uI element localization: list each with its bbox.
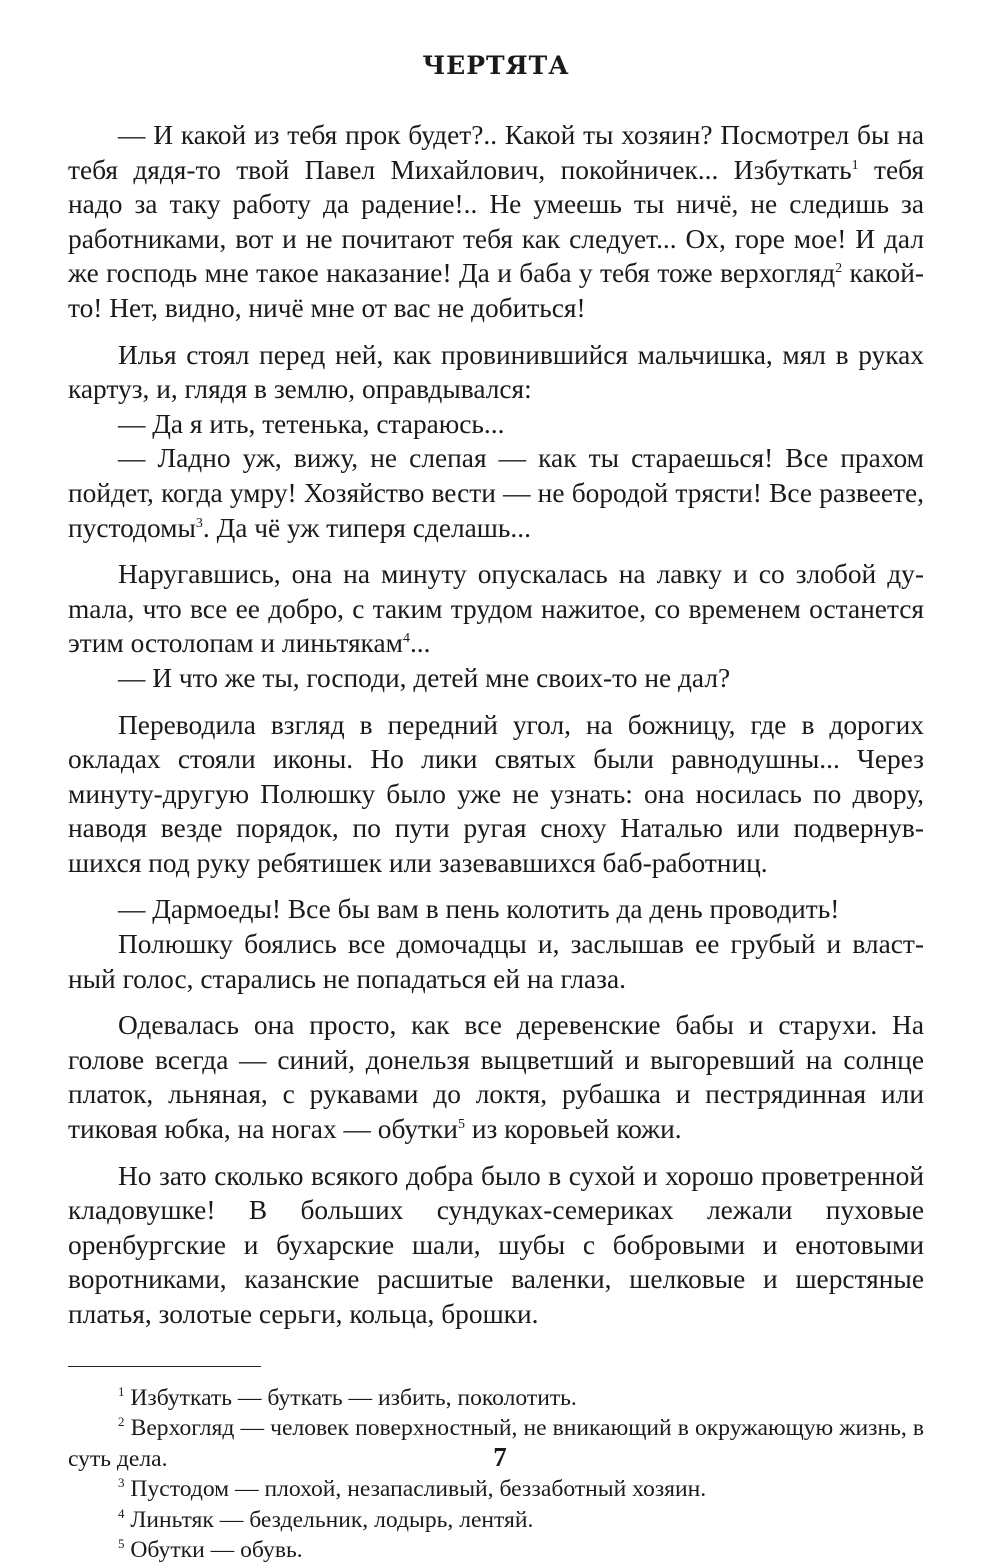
page-number: 7 <box>493 1442 507 1472</box>
paragraph-11 <box>68 1159 924 1332</box>
footnote-3 <box>68 1474 924 1505</box>
paragraph-2 <box>68 338 924 407</box>
paragraph-text: Наругавшись, она на минуту опускалась на лавку и со злобой дуmала, что все ее добро, с таким трудом нажитое, со временем останется этим остолопам и линьтякам <box>68 559 924 659</box>
paragraph-text: — Дармоеды! Все бы вам в пень колотить да день проводить! <box>118 894 840 925</box>
paragraph-text: — Ладно уж, вижу, не слепая — как ты стараешься! Все прахом пойдет, когда умру! Хозяйство вести — не бородой трясти! Все развеете, пустодомы <box>68 443 924 543</box>
paragraph-text: Но зато сколько всякого добра было в сухой и хорошо проветренной кладовушке! В больших сундуках-семериках лежали пуховые оренбургские и бухарские шали, шубы с бобровыми и енотовыми воротниками, казанские расшитые валенки, шелковые и шерстяные платья, золотые серьги, кольца, брошки. <box>68 1160 924 1329</box>
paragraph-text: — И какой из тебя прок будет?.. Какой ты хозяин? Посмотрел бы на тебя дядя-то твой Павел Михайлович, покойничек... Избуткать <box>68 120 924 185</box>
paragraph-1 <box>68 118 924 326</box>
paragraph-8 <box>68 892 924 927</box>
footnote-divider <box>68 1366 261 1367</box>
paragraph-9 <box>68 927 924 996</box>
footnote-text: Обутки — обувь. <box>124 1537 303 1564</box>
paragraph-text: . Да чё уж типеря сделашь... <box>202 512 531 543</box>
paragraph-text: из коровьей кожи. <box>464 1114 682 1145</box>
paragraph-text: Илья стоял перед ней, как провинившийся мальчишка, мял в руках картуз, и, глядя в землю, оправдывался: <box>68 339 924 405</box>
footnote-1 <box>68 1383 924 1414</box>
footnote-number: 5 <box>118 1536 125 1552</box>
footnote-ref[interactable]: 2 <box>835 261 843 277</box>
paragraph-7 <box>68 708 924 881</box>
paragraph-text: ... <box>409 628 431 659</box>
footnote-text: Верхогляд — человек поверхностный, не вникающий в окружающую жизнь, в суть дела. <box>68 1415 924 1472</box>
footnote-5 <box>68 1535 924 1566</box>
book-page <box>68 48 924 1566</box>
paragraph-text: какой-то! Нет, видно, ничё мне от вас не добиться! <box>68 258 924 323</box>
footnote-text: Пустодом — плохой, незапасливый, беззаботный хозяин. <box>124 1476 707 1503</box>
paragraph-3 <box>68 407 924 442</box>
paragraph-text: Переводила взгляд в передний угол, на божницу, где в дорогих окладах стояли иконы. Но лики святых были равнодушны... Через минуту-другую Полюшку было уже не узнать: она носилась по двору, наводя везде порядок, по пути ругая сноху Наталью или подвернувшихся под руку ребятишек или зазевавшихся баб-работниц. <box>68 709 924 878</box>
chapter-title: ЧЕРТЯТА <box>422 51 570 80</box>
footnote-text: Избуткать — буткать — избить, поколотить. <box>124 1384 577 1411</box>
footnote-number: 3 <box>118 1475 125 1491</box>
paragraph-text: Полюшку боялись все домочадцы и, заслышав ее грубый и властный голос, старались не попадаться ей на глаза. <box>68 929 924 994</box>
footnote-text: Линьтяк — бездельник, лодырь, лентяй. <box>124 1506 534 1533</box>
paragraph-text: — Да я ить, тетенька, стараюсь... <box>118 408 505 439</box>
paragraph-10 <box>68 1008 924 1146</box>
footnote-ref[interactable]: 4 <box>402 631 410 647</box>
paragraph-text: Одевалась она просто, как все деревенские бабы и старухи. На голове всегда — синий, донельзя выцветший и выгоревший на солнце платок, льняная, с рукавами до локтя, рубашка и пестрядинная или тиковая юбка, на ногах — обутки <box>68 1010 924 1145</box>
paragraph-4 <box>68 441 924 545</box>
paragraph-6 <box>68 661 924 696</box>
footnote-ref[interactable]: 5 <box>457 1116 465 1132</box>
footnote-ref[interactable]: 1 <box>851 157 859 173</box>
footnote-number: 1 <box>118 1383 125 1399</box>
footnote-ref[interactable]: 3 <box>195 515 203 531</box>
paragraph-text: тебя надо за таку работу да радение!.. Не умеешь ты ничё, не следишь за работниками, вот и не почитают тебя как следует... Ох, горе мое! И дал же господь мне такое наказание! Да и баба у тебя тоже верхогляд <box>68 154 924 289</box>
paragraph-5 <box>68 557 924 661</box>
paragraph-text: — И что же ты, господи, детей мне своих-то не дал? <box>118 662 731 693</box>
footnote-number: 2 <box>118 1414 125 1430</box>
footnote-number: 4 <box>118 1505 125 1521</box>
footnote-4 <box>68 1505 924 1536</box>
